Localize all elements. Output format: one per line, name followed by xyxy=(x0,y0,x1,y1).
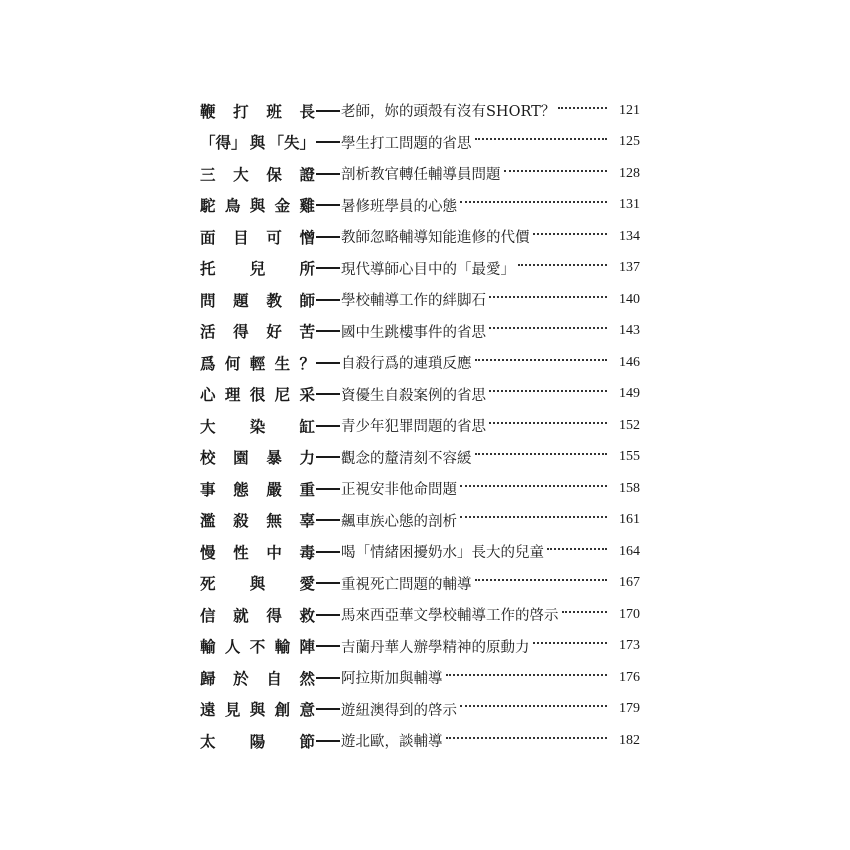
dot-leader xyxy=(562,611,608,613)
entry-title xyxy=(200,257,315,279)
page-number: 152 xyxy=(619,417,640,433)
entry-title-char: 態 xyxy=(233,480,249,499)
page-number: 125 xyxy=(619,134,640,150)
entry-title-char: 「得」 xyxy=(200,134,247,153)
entry-title-char: 苦 xyxy=(299,323,315,342)
entry-title-char: 何 xyxy=(224,354,241,373)
dot-leader xyxy=(475,579,608,581)
entry-title-char: 創 xyxy=(274,701,291,720)
entry-title-char: 校 xyxy=(200,449,216,468)
entry-title-char: 死 xyxy=(200,575,216,594)
em-dash xyxy=(316,267,340,269)
entry-subtitle: 老師，妳的頭殼有沒有SHORT？ xyxy=(341,104,556,121)
toc-entry xyxy=(200,190,640,222)
entry-title-char: 與 xyxy=(249,701,266,720)
page-number: 128 xyxy=(619,165,640,181)
page-number: 131 xyxy=(619,197,640,213)
entry-title xyxy=(200,163,315,185)
em-dash xyxy=(316,173,340,175)
entry-title-char: 辜 xyxy=(299,512,315,531)
entry-title xyxy=(200,604,315,626)
entry-title-char: 托 xyxy=(200,260,216,279)
page-number: 149 xyxy=(619,386,640,402)
entry-title-char: 人 xyxy=(224,638,241,657)
entry-title-char: 缸 xyxy=(299,417,315,436)
entry-title-char: 問 xyxy=(200,291,216,310)
page-number: 155 xyxy=(619,449,640,465)
entry-title-char: 輸 xyxy=(200,638,216,657)
dot-leader xyxy=(475,359,608,361)
entry-title-char: 好 xyxy=(266,323,282,342)
entry-title-char: 雞 xyxy=(299,197,315,216)
dot-leader xyxy=(558,107,607,109)
toc-entry xyxy=(200,473,640,505)
toc-entry xyxy=(200,253,640,285)
entry-title-char: 鳥 xyxy=(224,197,241,216)
entry-subtitle: 學生打工問題的省思 xyxy=(341,135,472,152)
page-number: 182 xyxy=(619,732,640,748)
entry-title-char: 輕 xyxy=(249,354,266,373)
toc-entry xyxy=(200,662,640,694)
entry-subtitle: 剖析教官轉任輔導員問題 xyxy=(341,167,501,184)
entry-title-char: 愛 xyxy=(299,575,315,594)
em-dash xyxy=(316,708,340,710)
dot-leader xyxy=(460,705,607,707)
entry-title-char: 心 xyxy=(200,386,216,405)
entry-subtitle: 馬來西亞華文學校輔導工作的啓示 xyxy=(341,608,559,625)
entry-subtitle: 國中生跳樓事件的省思 xyxy=(341,324,486,341)
entry-title xyxy=(200,478,315,500)
dot-leader xyxy=(489,422,607,424)
dot-leader xyxy=(489,327,607,329)
toc-entry xyxy=(200,568,640,600)
dot-leader xyxy=(446,737,608,739)
em-dash xyxy=(316,740,340,742)
entry-title-char: 題 xyxy=(233,291,249,310)
entry-title xyxy=(200,667,315,689)
entry-title-char: 得 xyxy=(266,606,282,625)
page-number: 179 xyxy=(619,701,640,717)
page-number: 121 xyxy=(619,102,640,118)
entry-subtitle: 現代導師心目中的「最愛」 xyxy=(341,261,515,278)
page-number: 134 xyxy=(619,228,640,244)
entry-title-char: 得 xyxy=(233,323,249,342)
entry-title xyxy=(200,446,315,468)
entry-title-char: 打 xyxy=(233,102,249,121)
entry-subtitle: 飆車族心態的剖析 xyxy=(341,513,457,530)
page-number: 170 xyxy=(619,606,640,622)
entry-title-char: 目 xyxy=(233,228,249,247)
entry-title-char: 不 xyxy=(249,638,266,657)
entry-subtitle: 暑修班學員的心態 xyxy=(341,198,457,215)
toc-entry xyxy=(200,694,640,726)
em-dash xyxy=(316,456,340,458)
dot-leader xyxy=(489,390,607,392)
em-dash xyxy=(316,299,340,301)
entry-title xyxy=(200,415,315,437)
entry-subtitle: 觀念的釐清刻不容緩 xyxy=(341,450,472,467)
em-dash xyxy=(316,204,340,206)
em-dash xyxy=(316,236,340,238)
entry-title xyxy=(200,352,315,374)
entry-title-char: 歸 xyxy=(200,669,216,688)
toc-entry xyxy=(200,95,640,127)
entry-title-char: 重 xyxy=(299,480,315,499)
toc-entry xyxy=(200,347,640,379)
entry-title-char: 濫 xyxy=(200,512,216,531)
entry-title-char: 與 xyxy=(249,575,266,594)
entry-title-char: 見 xyxy=(224,701,241,720)
table-of-contents xyxy=(200,95,640,757)
entry-title-char: 毒 xyxy=(299,543,315,562)
entry-title xyxy=(200,383,315,405)
entry-title-char: 所 xyxy=(299,260,315,279)
entry-title-char: 長 xyxy=(299,102,315,121)
toc-entry xyxy=(200,536,640,568)
entry-title-char: 節 xyxy=(299,732,315,751)
entry-title xyxy=(200,541,315,563)
entry-title-char: 很 xyxy=(249,386,266,405)
entry-subtitle: 阿拉斯加與輔導 xyxy=(341,671,443,688)
page-number: 173 xyxy=(619,638,640,654)
entry-title-char: 自 xyxy=(266,669,282,688)
entry-subtitle: 正視安非他命問題 xyxy=(341,482,457,499)
entry-title-char: 園 xyxy=(233,449,249,468)
toc-entry xyxy=(200,410,640,442)
em-dash xyxy=(316,425,340,427)
entry-subtitle: 教師忽略輔導知能進修的代價 xyxy=(341,230,530,247)
entry-title-char: 采 xyxy=(299,386,315,405)
entry-title-char: 就 xyxy=(233,606,249,625)
entry-title xyxy=(200,730,315,752)
entry-title-char: 遠 xyxy=(200,701,216,720)
entry-title-char: 駝 xyxy=(200,197,216,216)
dot-leader xyxy=(475,138,608,140)
entry-title-char: 「失」 xyxy=(268,134,315,153)
em-dash xyxy=(316,330,340,332)
entry-title-char: 無 xyxy=(266,512,282,531)
page-number: 137 xyxy=(619,260,640,276)
toc-entry xyxy=(200,505,640,537)
entry-title xyxy=(200,131,315,153)
entry-title-char: 與 xyxy=(249,134,266,153)
em-dash xyxy=(316,488,340,490)
entry-title-char: 面 xyxy=(200,228,216,247)
toc-entry xyxy=(200,379,640,411)
entry-subtitle: 資優生自殺案例的省思 xyxy=(341,387,486,404)
entry-title-char: 三 xyxy=(200,165,216,184)
dot-leader xyxy=(489,296,607,298)
entry-title-char: 生 xyxy=(274,354,291,373)
entry-title-char: 陽 xyxy=(249,732,266,751)
entry-title-char: 嚴 xyxy=(266,480,282,499)
entry-title-char: 於 xyxy=(233,669,249,688)
entry-title-char: 暴 xyxy=(266,449,282,468)
toc-entry xyxy=(200,127,640,159)
entry-title xyxy=(200,635,315,657)
toc-entry xyxy=(200,316,640,348)
entry-title-char: 慢 xyxy=(200,543,216,562)
entry-title-char: 理 xyxy=(224,386,241,405)
dot-leader xyxy=(460,485,607,487)
entry-title xyxy=(200,320,315,342)
entry-title xyxy=(200,100,315,122)
entry-title-char: 殺 xyxy=(233,512,249,531)
dot-leader xyxy=(504,170,608,172)
entry-subtitle: 喝「情緒困擾奶水」長大的兒童 xyxy=(341,545,544,562)
dot-leader xyxy=(446,674,608,676)
entry-title-char: 教 xyxy=(266,291,282,310)
em-dash xyxy=(316,582,340,584)
em-dash xyxy=(316,141,340,143)
entry-title-char: 事 xyxy=(200,480,216,499)
entry-title xyxy=(200,226,315,248)
em-dash xyxy=(316,519,340,521)
entry-subtitle: 遊北歐，談輔導 xyxy=(341,734,443,751)
entry-subtitle: 遊紐澳得到的啓示 xyxy=(341,702,457,719)
entry-title-char: 憎 xyxy=(299,228,315,247)
entry-title-char: 太 xyxy=(200,732,216,751)
em-dash xyxy=(316,645,340,647)
em-dash xyxy=(316,393,340,395)
em-dash xyxy=(316,362,340,364)
dot-leader xyxy=(460,201,607,203)
entry-title-char: ？ xyxy=(299,354,315,373)
entry-title xyxy=(200,698,315,720)
em-dash xyxy=(316,551,340,553)
entry-subtitle: 學校輔導工作的絆脚石 xyxy=(341,293,486,310)
toc-entry xyxy=(200,599,640,631)
dot-leader xyxy=(518,264,607,266)
dot-leader xyxy=(460,516,607,518)
entry-title xyxy=(200,509,315,531)
entry-title-char: 鞭 xyxy=(200,102,216,121)
entry-title xyxy=(200,572,315,594)
toc-entry xyxy=(200,284,640,316)
em-dash xyxy=(316,677,340,679)
page-number: 167 xyxy=(619,575,640,591)
page-number: 176 xyxy=(619,669,640,685)
entry-title-char: 可 xyxy=(266,228,282,247)
page-number: 146 xyxy=(619,354,640,370)
page-number: 143 xyxy=(619,323,640,339)
entry-subtitle: 吉蘭丹華人辦學精神的原動力 xyxy=(341,639,530,656)
entry-title-char: 陣 xyxy=(299,638,315,657)
toc-entry xyxy=(200,725,640,757)
entry-title-char: 證 xyxy=(299,165,315,184)
entry-subtitle: 自殺行爲的連瑣反應 xyxy=(341,356,472,373)
page-number: 158 xyxy=(619,480,640,496)
toc-entry xyxy=(200,221,640,253)
page-number: 164 xyxy=(619,543,640,559)
entry-title-char: 兒 xyxy=(249,260,266,279)
entry-subtitle: 青少年犯罪問題的省思 xyxy=(341,419,486,436)
entry-title xyxy=(200,194,315,216)
entry-title-char: 救 xyxy=(299,606,315,625)
entry-title-char: 性 xyxy=(233,543,249,562)
entry-title-char: 力 xyxy=(299,449,315,468)
dot-leader xyxy=(533,642,608,644)
entry-title-char: 然 xyxy=(299,669,315,688)
entry-title-char: 中 xyxy=(266,543,282,562)
dot-leader xyxy=(547,548,607,550)
dot-leader xyxy=(533,233,608,235)
entry-title-char: 意 xyxy=(299,701,315,720)
entry-title-char: 輸 xyxy=(274,638,291,657)
page-number: 140 xyxy=(619,291,640,307)
entry-title-char: 班 xyxy=(266,102,282,121)
entry-title-char: 染 xyxy=(249,417,266,436)
em-dash xyxy=(316,614,340,616)
dot-leader xyxy=(475,453,608,455)
entry-title xyxy=(200,289,315,311)
toc-entry xyxy=(200,631,640,663)
toc-entry xyxy=(200,158,640,190)
entry-title-char: 保 xyxy=(266,165,282,184)
entry-title-char: 金 xyxy=(274,197,291,216)
entry-title-char: 大 xyxy=(200,417,216,436)
entry-title-char: 活 xyxy=(200,323,216,342)
toc-entry xyxy=(200,442,640,474)
entry-title-char: 信 xyxy=(200,606,216,625)
entry-subtitle: 重視死亡問題的輔導 xyxy=(341,576,472,593)
em-dash xyxy=(316,110,340,112)
page-number: 161 xyxy=(619,512,640,528)
entry-title-char: 大 xyxy=(233,165,249,184)
entry-title-char: 師 xyxy=(299,291,315,310)
entry-title-char: 與 xyxy=(249,197,266,216)
entry-title-char: 尼 xyxy=(274,386,291,405)
entry-title-char: 爲 xyxy=(200,354,216,373)
